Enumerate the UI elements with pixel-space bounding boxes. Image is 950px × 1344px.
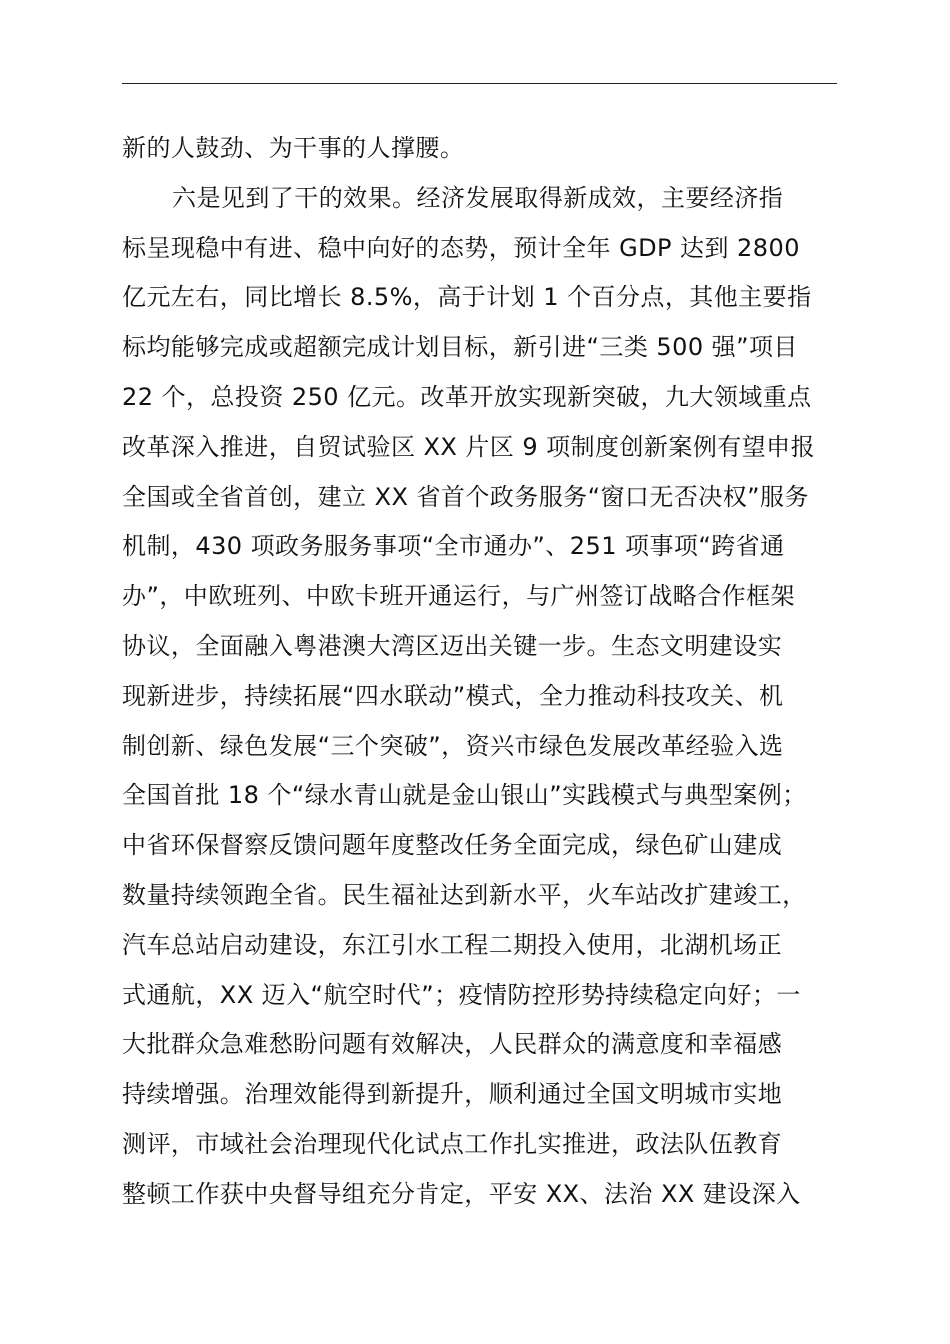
- text-line: 持续增强。治理效能得到新提升，顺利通过全国文明城市实地: [122, 1080, 783, 1109]
- header-rule: [122, 83, 837, 84]
- text-line: 式通航，XX 迈入“航空时代”；疫情防控形势持续稳定向好；一: [122, 980, 801, 1009]
- text-line: 制创新、绿色发展“三个突破”，资兴市绿色发展改革经验入选: [122, 731, 784, 760]
- text-line: 汽车总站启动建设，东江引水工程二期投入使用，北湖机场正: [122, 930, 783, 959]
- text-line: 测评，市域社会治理现代化试点工作扎实推进，政法队伍教育: [122, 1129, 783, 1158]
- text-line: 改革深入推进，自贸试验区 XX 片区 9 项制度创新案例有望申报: [122, 432, 816, 461]
- text-line: 机制，430 项政务服务事项“全市通办”、251 项事项“跨省通: [122, 532, 785, 561]
- text-line: 整顿工作获中央督导组充分肯定，平安 XX、法治 XX 建设深入: [122, 1179, 801, 1208]
- text-line: 标呈现稳中有进、稳中向好的态势，预计全年 GDP 达到 2800: [122, 233, 800, 262]
- text-line: 协议，全面融入粤港澳大湾区迈出关键一步。生态文明建设实: [122, 631, 783, 660]
- text-line: 新的人鼓劲、为干事的人撑腰。: [122, 134, 465, 162]
- text-line: 现新进步，持续拓展“四水联动”模式，全力推动科技攻关、机: [122, 681, 784, 710]
- text-line: 中省环保督察反馈问题年度整改任务全面完成，绿色矿山建成: [122, 831, 783, 860]
- text-line: 全国或全省首创，建立 XX 省首个政务服务“窗口无否决权”服务: [122, 482, 809, 511]
- text-line: 标均能够完成或超额完成计划目标，新引进“三类 500 强”项目: [122, 333, 798, 362]
- text-line-paragraph-start: 六是见到了干的效果。经济发展取得新成效，主要经济指: [172, 183, 784, 212]
- text-line: 办”，中欧班列、中欧卡班开通运行，与广州签订战略合作框架: [122, 582, 796, 611]
- text-line: 大批群众急难愁盼问题有效解决，人民群众的满意度和幸福感: [122, 1030, 783, 1059]
- text-line: 数量持续领跑全省。民生福祉达到新水平，火车站改扩建竣工，: [122, 880, 807, 909]
- text-line: 亿元左右，同比增长 8.5%，高于计划 1 个百分点，其他主要指: [122, 283, 812, 312]
- body-text: [122, 124, 862, 1220]
- text-line: 22 个，总投资 250 亿元。改革开放实现新突破，九大领域重点: [122, 382, 812, 411]
- text-line: 全国首批 18 个“绿水青山就是金山银山”实践模式与典型案例；: [122, 781, 807, 810]
